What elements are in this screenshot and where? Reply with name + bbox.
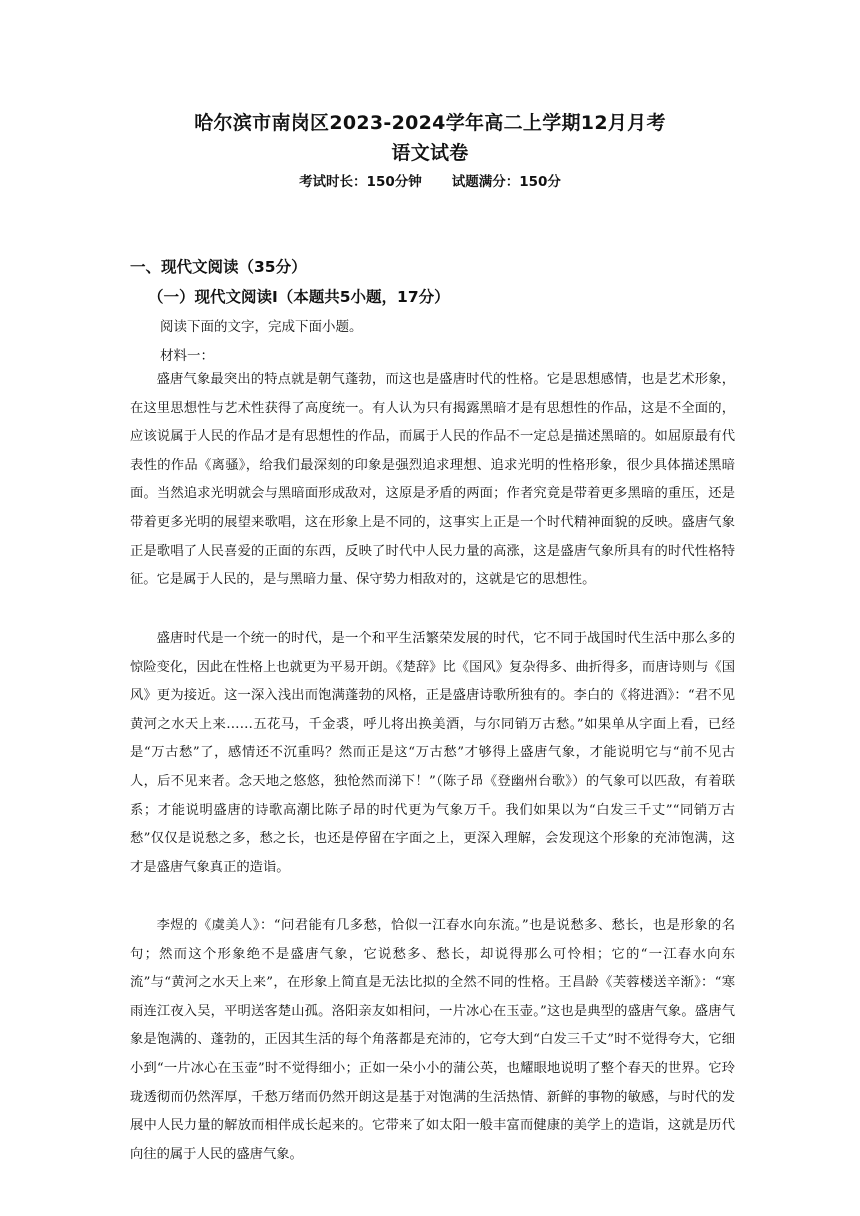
paragraph-1: 盛唐气象最突出的特点就是朝气蓬勃，而这也是盛唐时代的性格。它是思想感情，也是艺术形象，在这里思想性与艺术性获得了高度统一。有人认为只有揭露黑暗才是有思想性的作品，这是不全面的，应该说属于人民的作品才是有思想性的作品，而属于人民的作品不一定总是描述黑暗的。如屈原最有代表性的作品《离骚》，给我们最深刻的印象是强烈追求理想、追求光明的性格形象，很少具体描述黑暗面。当然追求光明就会与黑暗面形成敌对，这原是矛盾的两面；作者究竟是带着更多黑暗的重压，还是带着更多光明的展望来歌唱，这在形象上是不同的，这事实上正是一个时代精神面貌的反映。盛唐气象正是歌唱了人民喜爱的正面的东西，反映了时代中人民力量的高涨，这是盛唐气象所具有的时代性格特征。它是属于人民的，是与黑暗力量、保守势力相敌对的，这就是它的思想性。 [130,372,735,588]
instruction-text: 阅读下面的文字，完成下面小题。 [160,319,363,335]
exam-info [0,170,860,190]
paragraph-2: 盛唐时代是一个统一的时代，是一个和平生活繁荣发展的时代，它不同于战国时代生活中那么多的惊险变化，因此在性格上也就更为平易开朗。《楚辞》比《国风》复杂得多、曲折得多，而唐诗则与《国风》更为接近。这一深入浅出而饱满蓬勃的风格，正是盛唐诗歌所独有的。李白的《将进酒》：“君不见黄河之水天上来……五花马，千金裘，呼儿将出换美酒，与尔同销万古愁。”如果单从字面上看，已经是“万古愁”了，感情还不沉重吗？然而正是这“万古愁”才够得上盛唐气象，才能说明它与“前不见古人，后不见来者。念天地之悠悠，独怆然而涕下！”（陈子昂《登幽州台歌》）的气象可以匹敌，有着联系；才能说明盛唐的诗歌高潮比陈子昂的时代更为气象万千。我们如果以为“白发三千丈”“同销万古愁”仅仅是说愁之多，愁之长，也还是停留在字面之上，更深入理解，会发现这个形象的充沛饱满，这才是盛唐气象真正的造诣。 [130,631,736,875]
exam-time-limit: 考试时长：150分钟 [299,174,422,190]
material-label: 材料一： [160,348,214,364]
subsection-heading: （一）现代文阅读Ⅰ（本题共5小题，17分） [148,288,450,306]
exam-subject-title: 语文试卷 [391,142,469,164]
section-heading: 一、现代文阅读（35分） [130,258,307,276]
paragraph-3: 李煜的《虞美人》：“问君能有几多愁，恰似一江春水向东流。”也是说愁多、愁长，也是形象的名句；然而这个形象绝不是盛唐气象，它说愁多、愁长，却说得那么可怜相；它的“一江春水向东流”与“黄河之水天上来”，在形象上简直是无法比拟的全然不同的性格。王昌龄《芙蓉楼送辛渐》：“寒雨连江夜入吴，平明送客楚山孤。洛阳亲友如相问，一片冰心在玉壶。”这也是典型的盛唐气象。盛唐气象是饱满的、蓬勃的，正因其生活的每个角落都是充沛的，它夸大到“白发三千丈”时不觉得夸大，它细小到“一片冰心在玉壶”时不觉得细小；正如一朵小小的蒲公英，也耀眼地说明了整个春天的世界。它玲珑透彻而仍然浑厚，千愁万绪而仍然开朗这是基于对饱满的生活热情、新鲜的事物的敏感，与时代的发展中人民力量的解放而相伴成长起来的。它带来了如太阳一般丰富而健康的美学上的造诣，这就是历代向往的属于人民的盛唐气象。 [130,918,735,1162]
exam-title: 哈尔滨市南岗区2023-2024学年高二上学期12月月考 [194,112,666,134]
exam-full-score: 试题满分：150分 [451,174,561,190]
